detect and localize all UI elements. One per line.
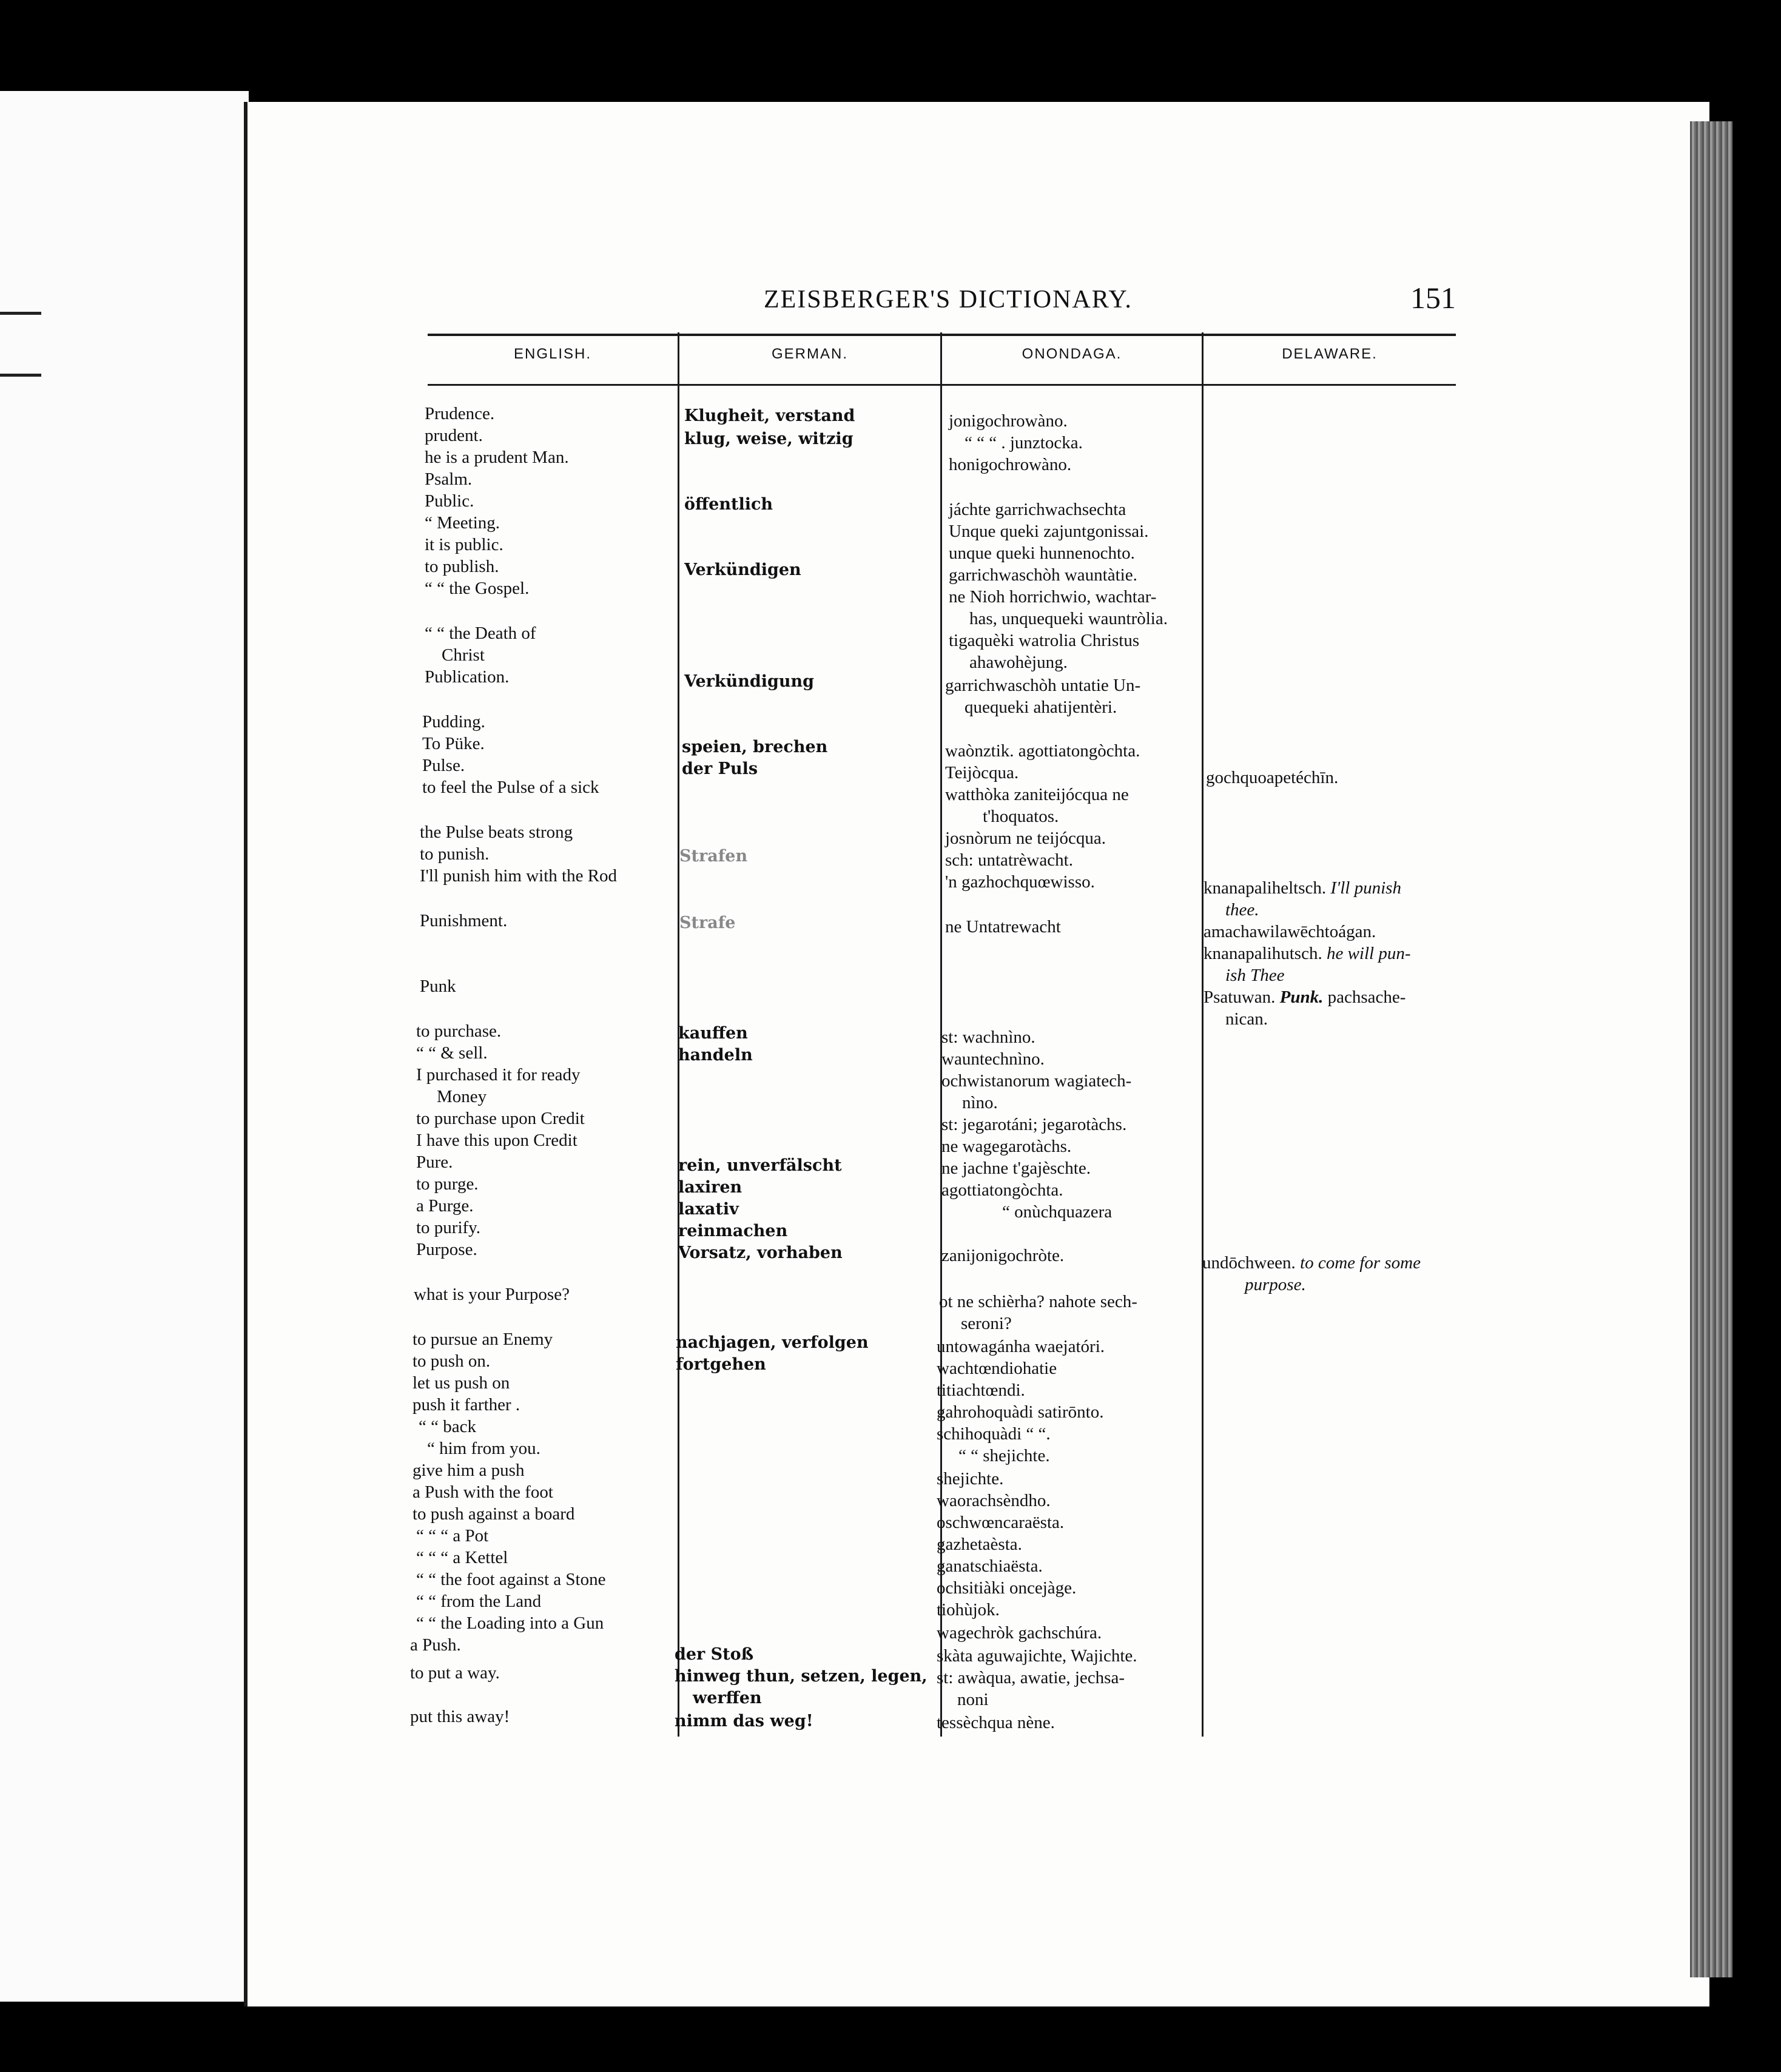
delaware-entry: gochquoapetéchīn. bbox=[1206, 768, 1339, 787]
delaware-gloss: to come for some bbox=[1300, 1253, 1421, 1273]
onondaga-entry: st: wachnìno. bbox=[941, 1028, 1035, 1047]
german-entry: Vorsatz, vorhaben bbox=[678, 1243, 843, 1262]
onondaga-entry: 'n gazhochquœwisso. bbox=[945, 872, 1095, 892]
page-stack-edge bbox=[1690, 121, 1732, 1977]
german-entry: laxiren bbox=[678, 1178, 742, 1197]
delaware-word: Psatuwan. bbox=[1204, 987, 1276, 1007]
german-entry: klug, weise, witzig bbox=[684, 429, 853, 448]
delaware-word: knanapaliheltsch. bbox=[1204, 878, 1327, 898]
english-entry: Christ bbox=[442, 645, 485, 665]
onondaga-entry: oschwœncaraësta. bbox=[937, 1513, 1065, 1532]
onondaga-entry: ne jachne t'gajèschte. bbox=[941, 1159, 1091, 1178]
english-entry: Money bbox=[437, 1087, 487, 1106]
delaware-gloss: Punk. bbox=[1279, 987, 1324, 1007]
english-entry: “ “ “ a Kettel bbox=[416, 1548, 508, 1567]
english-entry: to push on. bbox=[412, 1351, 491, 1371]
german-entry: handeln bbox=[678, 1046, 753, 1065]
onondaga-entry: tessèchqua nène. bbox=[937, 1713, 1055, 1732]
english-entry: “ Meeting. bbox=[425, 513, 500, 533]
german-entry: fortgehen bbox=[676, 1355, 766, 1374]
english-entry: what is your Purpose? bbox=[414, 1285, 570, 1304]
english-entry: “ “ back bbox=[419, 1417, 476, 1436]
delaware-word: undōchween. bbox=[1202, 1253, 1296, 1273]
english-entry: it is public. bbox=[425, 535, 503, 554]
onondaga-entry: garrichwaschòh wauntàtie. bbox=[949, 565, 1137, 585]
german-entry: reinmachen bbox=[678, 1222, 788, 1240]
onondaga-entry: agottiatongòchta. bbox=[941, 1180, 1063, 1200]
english-entry: “ him from you. bbox=[427, 1439, 540, 1458]
english-entry: to purify. bbox=[416, 1218, 481, 1237]
running-title: ZEISBERGER'S DICTIONARY. bbox=[764, 286, 1133, 314]
english-entry: “ “ the foot against a Stone bbox=[416, 1570, 606, 1589]
english-entry: the Pulse beats strong bbox=[420, 822, 573, 842]
delaware-entry bbox=[1204, 943, 1411, 964]
onondaga-entry: watthòka zaniteijócqua ne bbox=[945, 785, 1129, 804]
onondaga-entry: tiohùjok. bbox=[937, 1600, 1000, 1620]
onondaga-entry: t'hoquatos. bbox=[983, 807, 1059, 826]
english-entry: prudent. bbox=[425, 426, 483, 445]
english-entry: Pulse. bbox=[422, 756, 465, 775]
onondaga-entry: wauntechnìno. bbox=[941, 1049, 1045, 1069]
english-entry: “ “ the Loading into a Gun bbox=[416, 1613, 604, 1633]
english-entry: to punish. bbox=[420, 844, 490, 864]
english-entry: I have this upon Credit bbox=[416, 1131, 577, 1150]
english-entry: I purchased it for ready bbox=[416, 1065, 581, 1085]
german-entry: Verkündigung bbox=[684, 672, 814, 691]
onondaga-entry: ganatschiaësta. bbox=[937, 1556, 1043, 1576]
english-entry: Punk bbox=[420, 977, 456, 996]
german-entry: öffentlich bbox=[684, 495, 773, 514]
german-entry: speien, brechen bbox=[682, 738, 828, 756]
german-entry: kauffen bbox=[678, 1024, 748, 1043]
english-entry: a Push. bbox=[410, 1635, 461, 1655]
english-entry: I'll punish him with the Rod bbox=[420, 866, 618, 886]
onondaga-entry: noni bbox=[957, 1690, 989, 1709]
delaware-word: pachsache- bbox=[1327, 987, 1406, 1007]
onondaga-entry: nìno. bbox=[962, 1093, 998, 1112]
onondaga-entry: shejichte. bbox=[937, 1469, 1004, 1488]
facing-page-rule bbox=[0, 312, 41, 315]
onondaga-entry: “ onùchquazera bbox=[1002, 1202, 1113, 1222]
onondaga-entry: schihoquàdi “ “. bbox=[937, 1424, 1051, 1444]
english-entry: to publish. bbox=[425, 557, 499, 576]
german-entry: hinweg thun, setzen, legen, bbox=[675, 1667, 928, 1686]
english-entry: to pursue an Enemy bbox=[412, 1330, 553, 1349]
delaware-entry: nican. bbox=[1225, 1009, 1268, 1029]
german-entry: Verkündigen bbox=[684, 560, 801, 579]
english-entry: Psalm. bbox=[425, 469, 473, 489]
column-rule bbox=[1202, 332, 1204, 1737]
delaware-gloss: he will pun- bbox=[1326, 944, 1411, 963]
english-entry: Prudence. bbox=[425, 404, 495, 423]
onondaga-entry: st: awàqua, awatie, jechsa- bbox=[937, 1668, 1125, 1687]
onondaga-entry: jonigochrowàno. bbox=[949, 411, 1068, 431]
column-heading-english: ENGLISH. bbox=[513, 346, 592, 362]
english-entry: a Push with the foot bbox=[412, 1482, 553, 1502]
english-entry: “ “ the Death of bbox=[425, 624, 536, 643]
onondaga-entry: wagechròk gachschúra. bbox=[937, 1623, 1102, 1643]
english-entry: he is a prudent Man. bbox=[425, 448, 569, 467]
english-entry: Publication. bbox=[425, 667, 510, 687]
delaware-entry bbox=[1204, 986, 1406, 1008]
english-entry: “ “ “ a Pot bbox=[416, 1526, 489, 1546]
german-entry: Strafe bbox=[679, 913, 736, 932]
running-head bbox=[428, 280, 1456, 317]
onondaga-entry: jáchte garrichwachsechta bbox=[949, 500, 1126, 519]
onondaga-entry: “ “ shejichte. bbox=[958, 1446, 1050, 1465]
onondaga-entry: st: jegarotáni; jegarotàchs. bbox=[941, 1115, 1127, 1134]
onondaga-entry: honigochrowàno. bbox=[949, 455, 1072, 474]
page-number: 151 bbox=[1410, 281, 1456, 315]
onondaga-entry: josnòrum ne teijócqua. bbox=[945, 829, 1106, 848]
delaware-gloss: I'll punish bbox=[1330, 878, 1401, 898]
english-entry: “ “ & sell. bbox=[416, 1043, 488, 1063]
german-entry: werffen bbox=[693, 1689, 762, 1707]
onondaga-entry: ne Untatrewacht bbox=[945, 917, 1061, 937]
delaware-gloss: ish Thee bbox=[1225, 966, 1285, 985]
english-entry: Public. bbox=[425, 491, 474, 511]
onondaga-entry: ne Nioh horrichwio, wachtar- bbox=[949, 587, 1157, 607]
english-entry: “ “ from the Land bbox=[416, 1592, 542, 1611]
onondaga-entry: ahawohèjung. bbox=[969, 653, 1068, 672]
onondaga-entry: untowagánha waejatóri. bbox=[937, 1337, 1105, 1356]
onondaga-entry: ochwistanorum wagiatech- bbox=[941, 1071, 1132, 1091]
english-entry: to push against a board bbox=[412, 1504, 575, 1524]
onondaga-entry: ochsitiàki oncejàge. bbox=[937, 1578, 1077, 1598]
onondaga-entry: ot ne schièrha? nahote sech- bbox=[939, 1292, 1137, 1311]
english-entry: Pure. bbox=[416, 1152, 453, 1172]
delaware-entry bbox=[1204, 877, 1401, 899]
english-entry: Pudding. bbox=[422, 712, 485, 732]
english-entry: “ “ the Gospel. bbox=[425, 579, 530, 598]
german-entry: nachjagen, verfolgen bbox=[676, 1333, 869, 1352]
column-heading-german: GERMAN. bbox=[771, 346, 848, 362]
onondaga-entry: garrichwaschòh untatie Un- bbox=[945, 676, 1141, 695]
onondaga-entry: waònztik. agottiatongòchta. bbox=[945, 741, 1140, 761]
facing-page-rule bbox=[0, 374, 41, 377]
onondaga-entry: “ “ “ . junztocka. bbox=[965, 433, 1083, 452]
delaware-gloss: purpose. bbox=[1245, 1275, 1306, 1294]
onondaga-entry: sch: untatrèwacht. bbox=[945, 850, 1073, 870]
onondaga-entry: unque queki hunnenochto. bbox=[949, 543, 1135, 563]
delaware-word: knanapalihutsch. bbox=[1204, 944, 1322, 963]
onondaga-entry: waorachsèndho. bbox=[937, 1491, 1051, 1510]
onondaga-entry: ne wagegarotàchs. bbox=[941, 1137, 1072, 1156]
onondaga-entry: zanijonigochròte. bbox=[941, 1246, 1065, 1265]
column-heading-onondaga: ONONDAGA. bbox=[1022, 346, 1122, 362]
english-entry: to purchase upon Credit bbox=[416, 1109, 585, 1128]
facing-page-edge bbox=[0, 91, 249, 2002]
german-entry: rein, unverfälscht bbox=[678, 1156, 842, 1175]
onondaga-entry: seroni? bbox=[961, 1314, 1012, 1333]
english-entry: to put a way. bbox=[410, 1663, 500, 1683]
german-entry: Klugheit, verstand bbox=[684, 406, 855, 425]
german-entry: der Stoß bbox=[675, 1645, 754, 1664]
english-entry: To Püke. bbox=[422, 734, 485, 753]
german-entry: Strafen bbox=[679, 847, 748, 866]
onondaga-entry: wachtœndiohatie bbox=[937, 1359, 1057, 1378]
onondaga-entry: Unque queki zajuntgonissai. bbox=[949, 522, 1149, 541]
german-entry: der Puls bbox=[682, 759, 758, 778]
english-entry: to feel the Pulse of a sick bbox=[422, 778, 599, 797]
onondaga-entry: gahrohoquàdi satirōnto. bbox=[937, 1402, 1104, 1422]
onondaga-entry: titiachtœndi. bbox=[937, 1381, 1025, 1400]
english-entry: a Purge. bbox=[416, 1196, 474, 1216]
english-entry: Purpose. bbox=[416, 1240, 477, 1259]
english-entry: push it farther . bbox=[412, 1395, 520, 1414]
english-entry: to purchase. bbox=[416, 1021, 502, 1041]
english-entry: let us push on bbox=[412, 1373, 510, 1393]
delaware-entry bbox=[1202, 1252, 1421, 1274]
onondaga-entry: gazhetaèsta. bbox=[937, 1535, 1022, 1554]
onondaga-entry: has, unquequeki wauntròlia. bbox=[969, 609, 1168, 628]
english-entry: put this away! bbox=[410, 1707, 510, 1726]
english-entry: to purge. bbox=[416, 1174, 479, 1194]
column-heading-delaware: DELAWARE. bbox=[1282, 346, 1378, 362]
german-entry: nimm das weg! bbox=[675, 1712, 813, 1731]
onondaga-entry: Teijòcqua. bbox=[945, 763, 1019, 782]
onondaga-entry: tigaquèki watrolia Christus bbox=[949, 631, 1140, 650]
english-entry: give him a push bbox=[412, 1461, 525, 1480]
onondaga-entry: skàta aguwajichte, Wajichte. bbox=[937, 1646, 1137, 1666]
onondaga-entry: quequeki ahatijentèri. bbox=[965, 698, 1117, 717]
delaware-entry: amachawilawēchtoágan. bbox=[1204, 922, 1376, 941]
english-entry: Punishment. bbox=[420, 911, 508, 930]
delaware-gloss: thee. bbox=[1225, 900, 1259, 920]
german-entry: laxativ bbox=[678, 1200, 739, 1219]
